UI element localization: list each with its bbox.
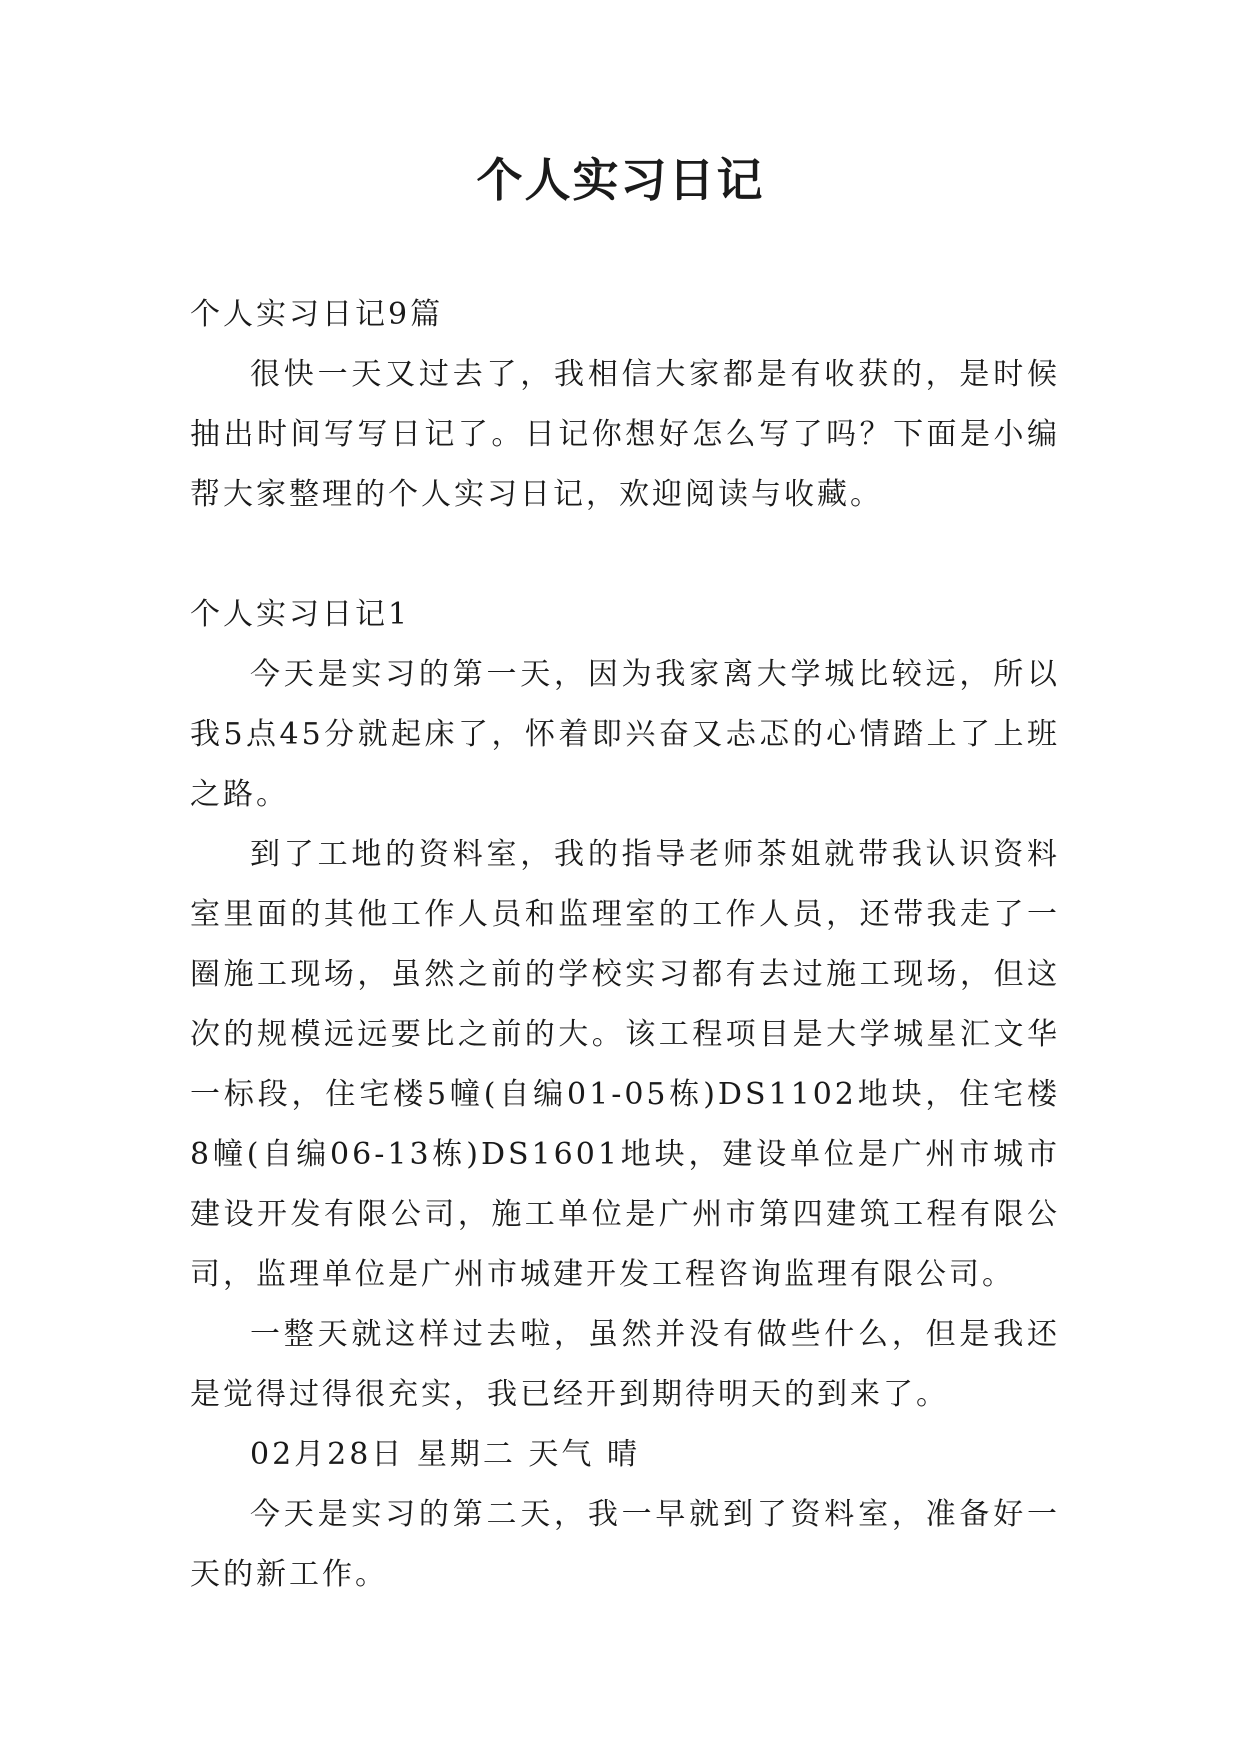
- document-title: 个人实习日记: [476, 153, 765, 207]
- body-paragraph: 今天是实习的第二天，我一早就到了资料室，准备好一天的新工作。: [190, 1497, 1060, 1592]
- intro-paragraph: 很快一天又过去了，我相信大家都是有收获的，是时候抽出时间写写日记了。日记你想好怎么写了吗？下面是小编帮大家整理的个人实习日记，欢迎阅读与收藏。: [190, 357, 1060, 512]
- body-paragraph: 一整天就这样过去啦，虽然并没有做些什么，但是我还是觉得过得很充实，我已经开到期待明天的到来了。: [190, 1317, 1060, 1412]
- body-paragraph: 到了工地的资料室，我的指导老师茶姐就带我认识资料室里面的其他工作人员和监理室的工作人员，还带我走了一圈施工现场，虽然之前的学校实习都有去过施工现场，但这次的规模远远要比之前的大。该工程项目是大学城星汇文华一标段，住宅楼5幢(自编01-05栋)DS1102地块，住宅楼8幢(自编06-13栋)DS1601地块，建设单位是广州市城市建设开发有限公司，施工单位是广州市第四建筑工程有限公司，监理单位是广州市城建开发工程咨询监理有限公司。: [190, 837, 1060, 1292]
- date-line: 02月28日 星期二 天气 晴: [250, 1437, 640, 1472]
- body-paragraph: 今天是实习的第一天，因为我家离大学城比较远，所以我5点45分就起床了，怀着即兴奋又忐忑的心情踏上了上班之路。: [190, 657, 1060, 812]
- document-body: [190, 285, 1060, 1605]
- document-subtitle: 个人实习日记9篇: [190, 297, 444, 332]
- section-heading: 个人实习日记1: [190, 597, 411, 632]
